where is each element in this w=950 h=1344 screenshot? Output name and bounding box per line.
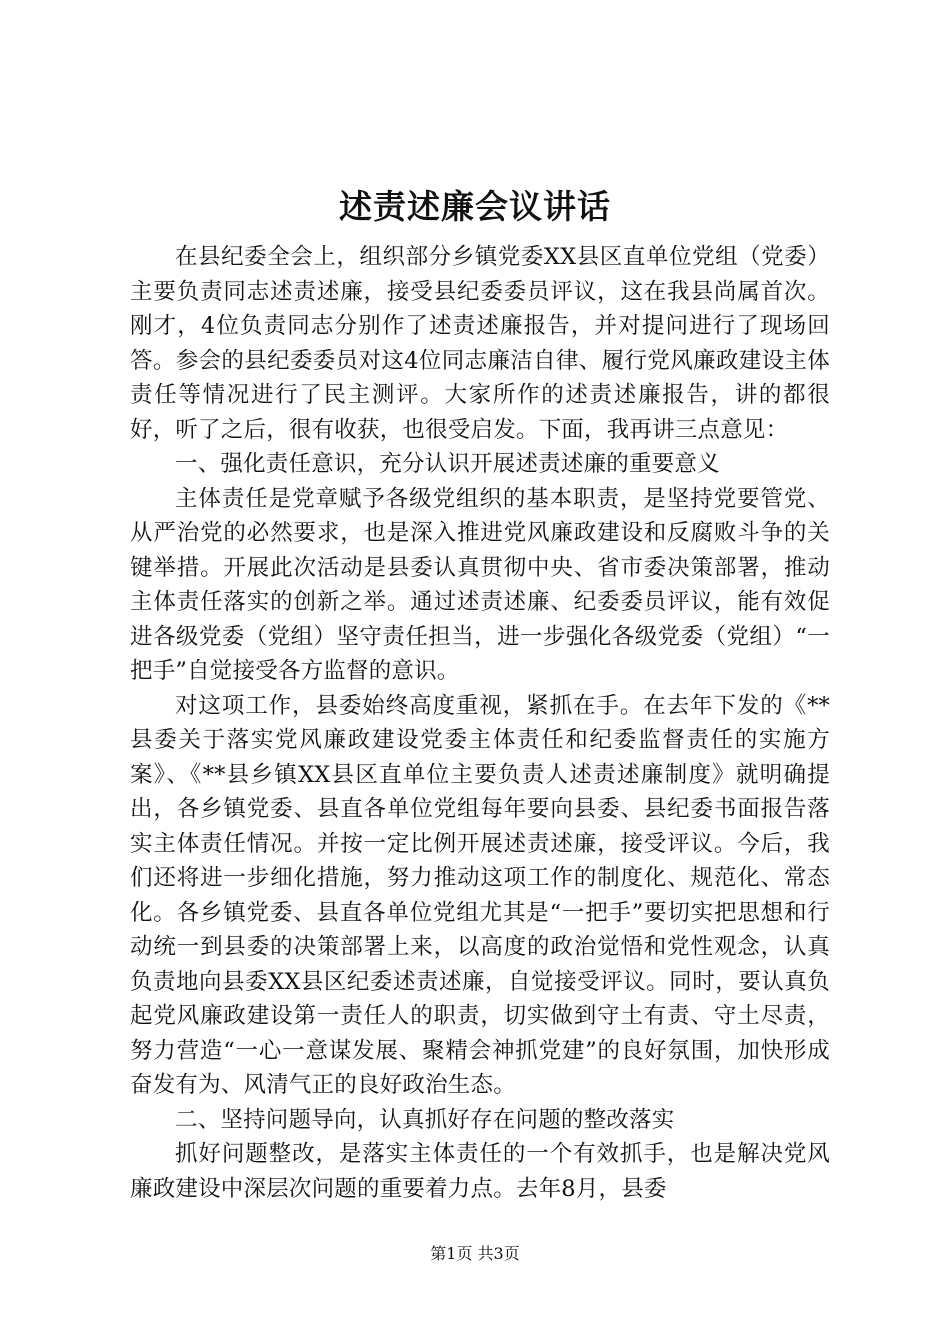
paragraph-main-responsibility: 主体责任是党章赋予各级党组织的基本职责，是坚持党要管党、从严治党的必然要求，也是深入推进党风廉政建设和反腐败斗争的关键举措。开展此次活动是县委认真贯彻中央、省市委决策部署，推动主体责任落实的创新之举。通过述责述廉、纪委委员评议，能有效促进各级党委（党组）坚守责任担当，进一步强化各级党委（党组）“一把手”自觉接受各方监督的意识。 <box>130 485 830 684</box>
document-title: 述责述廉会议讲话 <box>339 187 611 226</box>
page-footer: 第1页 共3页 <box>430 1244 520 1263</box>
paragraph-intro: 在县纪委全会上，组织部分乡镇党委XX县区直单位党组（党委）主要负责同志述责述廉，接受县纪委委员评议，这在我县尚属首次。刚才，4位负责同志分别作了述责述廉报告，并对提问进行了现场回答。参会的县纪委委员对这4位同志廉洁自律、履行党风廉政建设主体责任等情况进行了民主测评。大家所作的述责述廉报告，讲的都很好，听了之后，很有收获，也很受启发。下面，我再讲三点意见： <box>130 244 830 443</box>
document-body <box>130 240 830 1206</box>
paragraph-problem-rectification: 抓好问题整改，是落实主体责任的一个有效抓手，也是解决党风廉政建设中深层次问题的重要着力点。去年8月，县委 <box>130 1141 830 1202</box>
paragraph-county-committee: 对这项工作，县委始终高度重视，紧抓在手。在去年下发的《**县委关于落实党风廉政建设党委主体责任和纪委监督责任的实施方案》、《**县乡镇XX县区直单位主要负责人述责述廉制度》就明确提出，各乡镇党委、县直各单位党组每年要向县委、县纪委书面报告落实主体责任情况。并按一定比例开展述责述廉，接受评议。今后，我们还将进一步细化措施，努力推动这项工作的制度化、规范化、常态化。各乡镇党委、县直各单位党组尤其是“一把手”要切实把思想和行动统一到县委的决策部署上来，以高度的政治觉悟和党性观念，认真负责地向县委XX县区纪委述责述廉，自觉接受评议。同时，要认真负起党风廉政建设第一责任人的职责，切实做到守土有责、守土尽责，努力营造“一心一意谋发展、聚精会神抓党建”的良好氛围，加快形成奋发有为、风清气正的良好政治生态。 <box>130 692 830 1098</box>
section-heading-2: 二、坚持问题导向，认真抓好存在问题的整改落实 <box>175 1106 675 1133</box>
section-heading-1: 一、强化责任意识，充分认识开展述责述廉的重要意义 <box>175 451 720 477</box>
